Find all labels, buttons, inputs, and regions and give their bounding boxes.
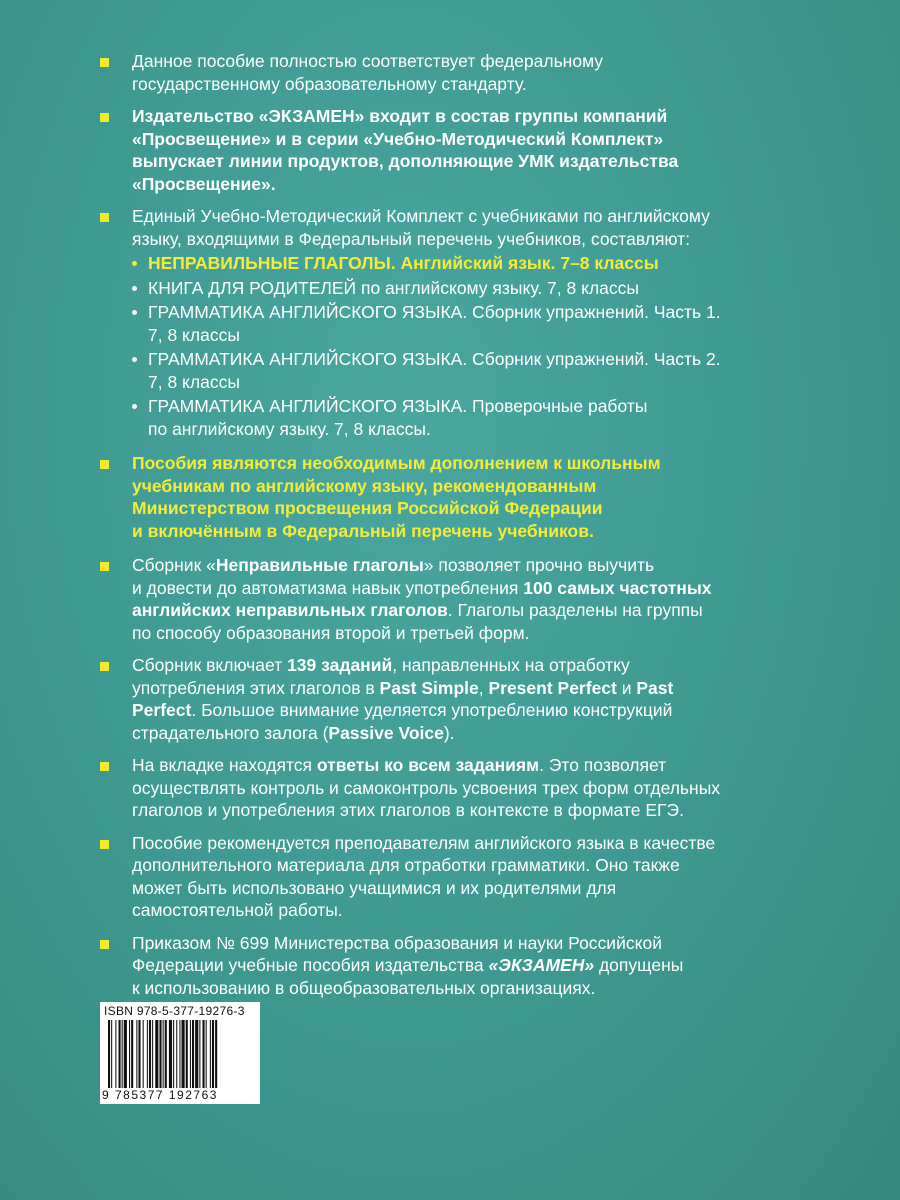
text-run: ответы ко всем заданиям bbox=[316, 755, 540, 775]
bullet-icon bbox=[100, 662, 109, 671]
list-item-text: ГРАММАТИКА АНГЛИЙСКОГО ЯЗЫКА. Сборник упражнений. Часть 1. bbox=[148, 302, 721, 322]
isbn-label: ISBN 978-5-377-19276-3 bbox=[104, 1004, 245, 1018]
text-line bbox=[132, 599, 888, 622]
text-line: глаголов и употребления этих глаголов в контексте в формате ЕГЭ. bbox=[132, 800, 684, 820]
text-run: Present Perfect bbox=[488, 677, 617, 698]
text-run: и довести до автоматизма навык употребления bbox=[132, 577, 524, 598]
bullet-icon bbox=[100, 113, 109, 122]
paragraph-umk bbox=[98, 205, 888, 440]
text-run: Passive Voice bbox=[328, 722, 444, 743]
paragraph-tasks bbox=[98, 654, 888, 744]
text-run: Perfect bbox=[132, 700, 192, 720]
paragraph-order bbox=[98, 932, 888, 1000]
barcode-digits: 9 785377 192763 bbox=[102, 1088, 218, 1102]
text-run: «ЭКЗАМЕН» bbox=[488, 955, 595, 975]
text-line bbox=[132, 677, 888, 700]
list-item-text: НЕПРАВИЛЬНЫЕ ГЛАГОЛЫ. Английский язык. 7–8 классы bbox=[148, 253, 659, 273]
list-item bbox=[132, 301, 888, 346]
text-line: по способу образования второй и третьей форм. bbox=[132, 622, 530, 643]
text-line bbox=[132, 754, 888, 777]
text-run: . Глаголы разделены на группы bbox=[447, 600, 703, 620]
paragraph-standard bbox=[98, 50, 888, 95]
text-line: языку, входящими в Федеральный перечень учебников, составляют: bbox=[132, 228, 691, 249]
text-run: ). bbox=[443, 722, 455, 743]
text-line: Пособия являются необходимым дополнением к школьным bbox=[132, 453, 661, 473]
text-line bbox=[132, 954, 888, 977]
text-run: страдательного залога ( bbox=[132, 722, 329, 743]
text-line bbox=[132, 654, 888, 677]
text-run: 100 самых частотных bbox=[523, 577, 712, 598]
list-item-text: 7, 8 классы bbox=[148, 371, 240, 392]
isbn-barcode-block bbox=[100, 1002, 260, 1104]
list-item bbox=[132, 277, 888, 300]
bullet-icon bbox=[100, 762, 109, 771]
text-run: Федерации учебные пособия издательства bbox=[132, 955, 489, 975]
text-line: к использованию в общеобразовательных организациях. bbox=[132, 977, 596, 998]
bullet-icon bbox=[100, 213, 109, 222]
paragraph-collection bbox=[98, 554, 888, 644]
list-item bbox=[132, 395, 888, 440]
text-line: «Просвещение». bbox=[132, 173, 276, 194]
list-item-text: по английскому языку. 7, 8 классы. bbox=[148, 418, 431, 439]
list-dot-icon bbox=[132, 357, 137, 362]
text-line: и включённым в Федеральный перечень учебников. bbox=[132, 520, 594, 541]
text-run: . Это позволяет bbox=[539, 755, 667, 775]
text-line: Пособие рекомендуется преподавателям английского языка в качестве bbox=[132, 832, 716, 853]
text-line bbox=[132, 577, 888, 600]
list-item-text: ГРАММАТИКА АНГЛИЙСКОГО ЯЗЫКА. Проверочные работы bbox=[148, 396, 648, 416]
text-line bbox=[132, 699, 888, 722]
text-line: Министерством просвещения Российской Федерации bbox=[132, 498, 603, 518]
text-run: . Большое внимание уделяется употреблению конструкций bbox=[191, 700, 673, 720]
text-line: Единый Учебно-Методический Комплект с учебниками по английскому bbox=[132, 206, 710, 226]
text-run: употребления этих глаголов в bbox=[132, 677, 380, 698]
text-line: выпускает линии продуктов, дополняющие УМК издательства bbox=[132, 151, 679, 171]
list-item-text: ГРАММАТИКА АНГЛИЙСКОГО ЯЗЫКА. Сборник упражнений. Часть 2. bbox=[148, 349, 721, 369]
paragraph-audience bbox=[98, 832, 888, 922]
text-run: На вкладке находятся bbox=[132, 755, 317, 775]
text-run: Сборник включает bbox=[132, 655, 288, 675]
text-run: и bbox=[616, 677, 637, 698]
bullet-icon bbox=[100, 940, 109, 949]
text-line: государственному образовательному стандарту. bbox=[132, 73, 527, 94]
text-line: Издательство «ЭКЗАМЕН» входит в состав группы компаний bbox=[132, 106, 668, 126]
text-line bbox=[132, 554, 888, 577]
text-line bbox=[132, 722, 888, 745]
text-line: учебникам по английскому языку, рекомендованным bbox=[132, 475, 597, 496]
list-item-text: 7, 8 классы bbox=[148, 324, 240, 345]
text-run: 139 заданий bbox=[287, 655, 393, 675]
text-line: может быть использовано учащимися и их родителями для bbox=[132, 877, 617, 898]
list-dot-icon bbox=[132, 261, 137, 266]
text-run: Неправильные глаголы bbox=[215, 555, 424, 575]
text-line: Данное пособие полностью соответствует федеральному bbox=[132, 51, 604, 71]
paragraph-publisher bbox=[98, 105, 888, 195]
text-run: Past Simple bbox=[379, 677, 479, 698]
list-item bbox=[132, 252, 888, 275]
text-run: допущены bbox=[594, 955, 684, 975]
text-run: , bbox=[478, 677, 489, 698]
list-dot-icon bbox=[132, 404, 137, 409]
umk-list bbox=[132, 252, 888, 440]
list-dot-icon bbox=[132, 286, 137, 291]
bullet-icon bbox=[100, 460, 109, 469]
text-line: осуществлять контроль и самоконтроль усвоения трех форм отдельных bbox=[132, 777, 721, 798]
text-line: самостоятельной работы. bbox=[132, 900, 343, 920]
text-run: Сборник « bbox=[132, 555, 216, 575]
list-item-text: КНИГА ДЛЯ РОДИТЕЛЕЙ по английскому языку. 7, 8 классы bbox=[148, 277, 639, 298]
text-run: английских неправильных глаголов bbox=[132, 600, 448, 620]
text-run: , направленных на отработку bbox=[392, 655, 630, 675]
paragraph-answers bbox=[98, 754, 888, 822]
list-dot-icon bbox=[132, 310, 137, 315]
text-run: » позволяет прочно выучить bbox=[423, 555, 655, 575]
bullet-icon bbox=[100, 58, 109, 67]
barcode-icon bbox=[106, 1020, 254, 1088]
text-line: «Просвещение» и в серии «Учебно-Методический Комплект» bbox=[132, 128, 664, 149]
text-line: дополнительного материала для отработки грамматики. Оно также bbox=[132, 855, 680, 875]
list-item bbox=[132, 348, 888, 393]
bullet-icon bbox=[100, 562, 109, 571]
cover-text bbox=[98, 50, 888, 999]
text-line: Приказом № 699 Министерства образования и науки Российской bbox=[132, 932, 662, 953]
bullet-icon bbox=[100, 840, 109, 849]
text-run: Past bbox=[636, 677, 674, 698]
paragraph-recommendation bbox=[98, 452, 888, 542]
